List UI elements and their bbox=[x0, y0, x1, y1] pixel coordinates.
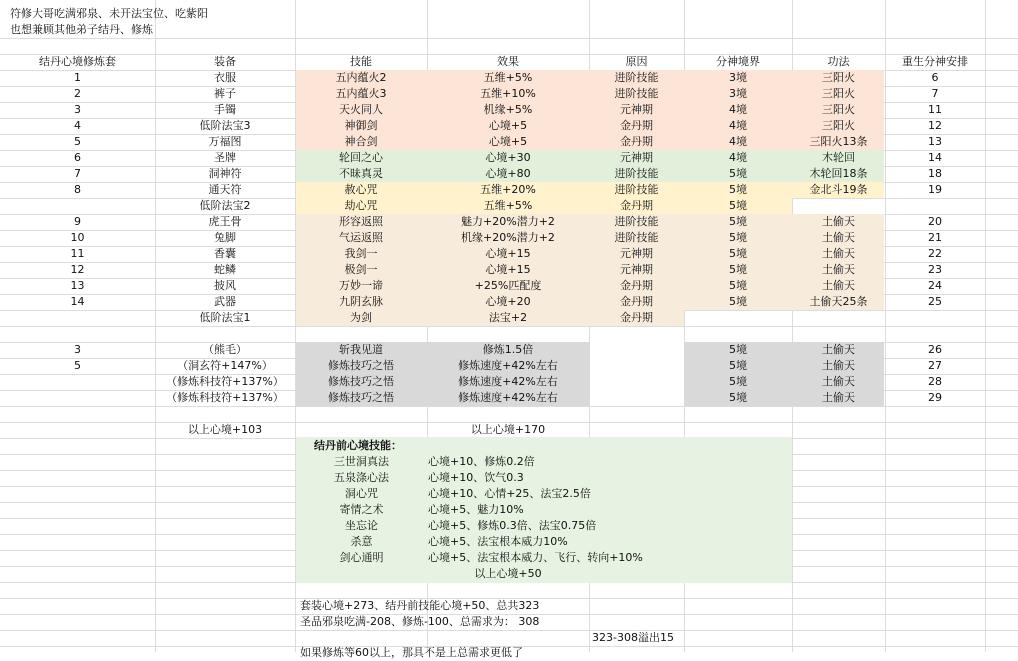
cell-plan: 13 bbox=[928, 135, 942, 148]
cell-equip: 香囊 bbox=[214, 247, 236, 260]
cell-idx: 5 bbox=[74, 359, 81, 372]
cell-idx: 5 bbox=[74, 135, 81, 148]
cell-gongfa: 木轮回18条 bbox=[809, 167, 868, 180]
cell-equip: 武器 bbox=[214, 295, 236, 308]
cell-skill: 劫心咒 bbox=[344, 199, 378, 212]
summary-left: 以上心境+103 bbox=[187, 423, 263, 436]
cell-skill: 五内蕴火2 bbox=[335, 71, 387, 84]
cell-reason: 进阶技能 bbox=[614, 231, 659, 244]
cell-idx: 14 bbox=[70, 295, 85, 308]
cell-skill: 极剑一 bbox=[344, 263, 378, 276]
cell-realm: 4境 bbox=[729, 135, 747, 148]
cell-effect: 心境+80 bbox=[485, 167, 531, 180]
cell-skill: 五内蕴火3 bbox=[335, 87, 387, 100]
pre-title: 结丹前心境技能： bbox=[314, 439, 402, 452]
cell-equip: （洞玄符+147%） bbox=[177, 359, 273, 372]
cell-equip: 蛇鳞 bbox=[214, 263, 236, 276]
cell-equip: （熊毛） bbox=[203, 343, 247, 356]
pre-skill-name: 剑心通明 bbox=[339, 551, 384, 564]
cell-idx: 6 bbox=[74, 151, 81, 164]
cell-skill: 修炼技巧之悟 bbox=[328, 375, 394, 388]
cell-effect: 修炼速度+42%左右 bbox=[458, 375, 558, 388]
cell-effect: 法宝+2 bbox=[488, 311, 528, 324]
note-line-1: 符修大哥吃满邪泉、未开法宝位、吃紫阳 bbox=[10, 7, 208, 20]
pre-skill-name: 洞心咒 bbox=[345, 487, 378, 500]
cell-gongfa: 土偷天 bbox=[822, 391, 855, 404]
cell-reason: 进阶技能 bbox=[614, 167, 659, 180]
cell-skill: 赦心咒 bbox=[344, 183, 378, 196]
cell-gongfa: 木轮回 bbox=[822, 151, 855, 164]
cell-plan: 7 bbox=[931, 87, 939, 100]
pre-skill-name: 杀意 bbox=[350, 535, 373, 548]
cell-idx bbox=[0, 374, 155, 390]
cell-plan: 18 bbox=[928, 167, 942, 180]
cell-plan: 27 bbox=[928, 359, 942, 372]
cell-realm bbox=[684, 310, 792, 326]
cell-plan: 6 bbox=[931, 71, 939, 84]
cell-reason: 金丹期 bbox=[620, 279, 653, 292]
cell-idx: 7 bbox=[74, 167, 81, 180]
cell-idx: 9 bbox=[74, 215, 81, 228]
cell-effect: 修炼速度+42%左右 bbox=[458, 391, 558, 404]
cell-effect: 心境+15 bbox=[485, 247, 531, 260]
pre-skill-effect: 心境+5、修炼0.3倍、法宝0.75倍 bbox=[428, 519, 597, 532]
cell-realm: 3境 bbox=[729, 71, 747, 84]
cell-skill: 斩我见道 bbox=[339, 343, 383, 356]
pre-skill-effect: 心境+5、法宝根本威力10% bbox=[428, 535, 568, 548]
cell-skill: 神合剑 bbox=[344, 135, 378, 148]
cell-realm: 5境 bbox=[729, 343, 747, 356]
cell-gongfa: 金北斗19条 bbox=[809, 183, 868, 196]
cell-skill: 我剑一 bbox=[344, 247, 378, 260]
cell-plan: 23 bbox=[928, 263, 942, 276]
cell-reason: 金丹期 bbox=[620, 119, 653, 132]
cell-effect: 心境+20 bbox=[485, 295, 531, 308]
cell-gongfa bbox=[792, 310, 885, 326]
cell-effect: 机缘+20%潜力+2 bbox=[461, 231, 555, 244]
cell-effect: 五维+20% bbox=[480, 183, 536, 196]
cell-realm: 5境 bbox=[729, 359, 747, 372]
cell-effect: 心境+5 bbox=[488, 119, 528, 132]
cell-idx: 3 bbox=[74, 103, 81, 116]
footer-line-3: 323-308溢出15 bbox=[592, 631, 674, 644]
cell-equip: 衣服 bbox=[214, 71, 236, 84]
cell-equip: 圣牌 bbox=[214, 151, 236, 164]
cell-reason: 进阶技能 bbox=[614, 215, 659, 228]
cell-reason: 元神期 bbox=[620, 263, 653, 276]
cell-gongfa: 三阳火13条 bbox=[809, 135, 868, 148]
cell-idx bbox=[0, 310, 155, 326]
cell-realm: 5境 bbox=[729, 215, 747, 228]
cell-equip: 虎王骨 bbox=[208, 215, 242, 228]
cell-equip: 裤子 bbox=[214, 87, 236, 100]
pre-skill-name: 五泉涤心法 bbox=[334, 471, 389, 484]
cell-skill: 修炼技巧之悟 bbox=[328, 391, 394, 404]
header-gongfa: 功法 bbox=[827, 55, 850, 68]
cell-effect: 心境+30 bbox=[485, 151, 531, 164]
cell-equip: 低阶法宝3 bbox=[199, 119, 251, 132]
cell-reason: 进阶技能 bbox=[614, 71, 659, 84]
cell-skill: 形容返照 bbox=[339, 215, 383, 228]
pre-skill-name: 寄情之术 bbox=[339, 503, 384, 516]
cell-skill: 天火同人 bbox=[339, 103, 383, 116]
cell-reason: 元神期 bbox=[620, 103, 653, 116]
cell-skill: 修炼技巧之悟 bbox=[328, 359, 394, 372]
header-effect: 效果 bbox=[497, 55, 519, 68]
cell-gongfa bbox=[792, 198, 885, 214]
cell-realm: 5境 bbox=[729, 231, 747, 244]
cell-effect: 五维+5% bbox=[483, 199, 533, 212]
cell-reason: 进阶技能 bbox=[614, 87, 659, 100]
cell-realm: 3境 bbox=[729, 87, 747, 100]
cell-equip: 低阶法宝2 bbox=[199, 199, 251, 212]
cell-gongfa: 三阳火 bbox=[822, 103, 855, 116]
cell-skill: 不昧真灵 bbox=[339, 167, 383, 180]
cell-plan: 11 bbox=[928, 103, 942, 116]
cell-effect: 修炼1.5倍 bbox=[482, 343, 534, 356]
header-plan: 重生分神安排 bbox=[902, 55, 968, 68]
cell-realm: 5境 bbox=[729, 263, 747, 276]
cell-equip: （修炼科技符+137%） bbox=[166, 391, 284, 404]
cell-equip: 兔脚 bbox=[214, 231, 236, 244]
cell-plan bbox=[885, 310, 985, 326]
cell-equip: 手镯 bbox=[214, 103, 236, 116]
cell-plan: 24 bbox=[928, 279, 942, 292]
cell-plan: 28 bbox=[928, 375, 942, 388]
cell-equip: 洞神符 bbox=[208, 167, 242, 180]
cell-plan: 26 bbox=[928, 343, 942, 356]
header-equip: 装备 bbox=[214, 55, 236, 68]
cell-idx: 11 bbox=[70, 247, 85, 260]
cell-reason: 金丹期 bbox=[620, 199, 653, 212]
cell-plan: 19 bbox=[928, 183, 942, 196]
footer-line-1: 套装心境+273、结丹前技能心境+50、总共323 bbox=[300, 599, 540, 612]
cell-plan: 25 bbox=[928, 295, 942, 308]
cell-gongfa: 土偷天 bbox=[822, 247, 855, 260]
cell-realm: 5境 bbox=[729, 167, 747, 180]
cell-gongfa: 土偷天 bbox=[822, 279, 855, 292]
cell-reason: 金丹期 bbox=[620, 135, 653, 148]
cell-plan: 14 bbox=[928, 151, 942, 164]
cell-effect: 五维+5% bbox=[483, 71, 533, 84]
cell-idx: 12 bbox=[70, 263, 85, 276]
cell-realm: 5境 bbox=[729, 295, 747, 308]
cell-gongfa: 土偷天 bbox=[822, 343, 855, 356]
pre-total: 以上心境+50 bbox=[474, 567, 542, 580]
cell-skill: 神御剑 bbox=[344, 119, 378, 132]
cell-equip: 万福图 bbox=[208, 135, 242, 148]
cell-gongfa: 土偷天 bbox=[822, 215, 855, 228]
cell-idx: 2 bbox=[74, 87, 81, 100]
cell-gongfa: 土偷天 bbox=[822, 231, 855, 244]
pre-skill-effect: 心境+5、魅力10% bbox=[428, 503, 524, 516]
cell-effect: 五维+10% bbox=[480, 87, 536, 100]
cell-skill: 为剑 bbox=[350, 311, 372, 324]
cell-idx: 3 bbox=[74, 343, 81, 356]
cell-plan: 22 bbox=[928, 247, 942, 260]
pre-skill-name: 三世洞真法 bbox=[334, 455, 389, 468]
cell-gongfa: 土偷天 bbox=[822, 359, 855, 372]
cell-reason: 金丹期 bbox=[620, 311, 653, 324]
cell-idx: 13 bbox=[70, 279, 85, 292]
cell-idx bbox=[0, 198, 155, 214]
header-reason: 原因 bbox=[625, 55, 648, 68]
cell-idx: 1 bbox=[74, 71, 81, 84]
pre-skill-name: 坐忘论 bbox=[345, 519, 378, 532]
cell-effect: 修炼速度+42%左右 bbox=[458, 359, 558, 372]
cell-realm: 5境 bbox=[729, 391, 747, 404]
cell-plan: 29 bbox=[928, 391, 942, 404]
cell-realm: 5境 bbox=[729, 247, 747, 260]
cell-reason: 元神期 bbox=[620, 151, 653, 164]
cell-plan: 12 bbox=[928, 119, 942, 132]
cell-gongfa: 三阳火 bbox=[822, 71, 855, 84]
cell-equip: 披风 bbox=[214, 279, 236, 292]
cell-realm: 4境 bbox=[729, 119, 747, 132]
cell-skill: 万妙一谛 bbox=[339, 279, 383, 292]
note-line-2: 也想兼顾其他弟子结丹、修炼 bbox=[10, 23, 153, 36]
summary-right: 以上心境+170 bbox=[470, 423, 546, 436]
cell-skill: 气运返照 bbox=[339, 231, 383, 244]
cell-realm: 5境 bbox=[729, 279, 747, 292]
pre-skill-effect: 心境+5、法宝根本威力、飞行、转向+10% bbox=[428, 551, 643, 564]
cell-idx bbox=[0, 390, 155, 406]
cell-gongfa: 土偷天25条 bbox=[809, 295, 868, 308]
cell-realm: 5境 bbox=[729, 183, 747, 196]
header-skill: 技能 bbox=[350, 55, 372, 68]
cell-reason: 元神期 bbox=[620, 247, 653, 260]
cell-effect: 心境+5 bbox=[488, 135, 528, 148]
pre-skill-effect: 心境+10、心情+25、法宝2.5倍 bbox=[428, 487, 591, 500]
cell-gongfa: 三阳火 bbox=[822, 87, 855, 100]
cell-effect: 机缘+5% bbox=[483, 103, 533, 116]
header-suit: 结丹心境修炼套 bbox=[39, 55, 116, 68]
header-realm: 分神境界 bbox=[716, 55, 760, 68]
pre-skill-effect: 心境+10、饮气0.3 bbox=[428, 471, 524, 484]
cell-idx: 8 bbox=[74, 183, 81, 196]
cell-plan bbox=[885, 198, 985, 214]
cell-realm: 5境 bbox=[729, 199, 747, 212]
cell-idx: 4 bbox=[74, 119, 81, 132]
cell-equip: （修炼科技符+137%） bbox=[166, 375, 284, 388]
cell-plan: 21 bbox=[928, 231, 942, 244]
cell-realm: 5境 bbox=[729, 375, 747, 388]
cell-effect: +25%匹配度 bbox=[474, 279, 542, 292]
cell-effect: 心境+15 bbox=[485, 263, 531, 276]
cell-gongfa: 土偷天 bbox=[822, 375, 855, 388]
cell-effect: 魅力+20%潜力+2 bbox=[461, 215, 555, 228]
cell-plan: 20 bbox=[928, 215, 942, 228]
cell-skill: 九阴玄脉 bbox=[339, 295, 383, 308]
cell-realm: 4境 bbox=[729, 103, 747, 116]
footer-line-4: 如果修炼等60以上，那具不是上总需求更低了 bbox=[300, 646, 523, 659]
cell-equip: 通天符 bbox=[208, 183, 242, 196]
pre-skill-effect: 心境+10、修炼0.2倍 bbox=[428, 455, 535, 468]
cell-gongfa: 土偷天 bbox=[822, 263, 855, 276]
footer-line-2: 圣品邪泉吃满-208、修炼-100、总需求为： 308 bbox=[300, 615, 540, 628]
cell-gongfa: 三阳火 bbox=[822, 119, 855, 132]
cell-idx: 10 bbox=[70, 231, 85, 244]
cell-skill: 轮回之心 bbox=[339, 151, 383, 164]
cell-realm: 4境 bbox=[729, 151, 747, 164]
cell-reason: 进阶技能 bbox=[614, 183, 659, 196]
cell-reason: 金丹期 bbox=[620, 295, 653, 308]
cell-equip: 低阶法宝1 bbox=[199, 311, 251, 324]
